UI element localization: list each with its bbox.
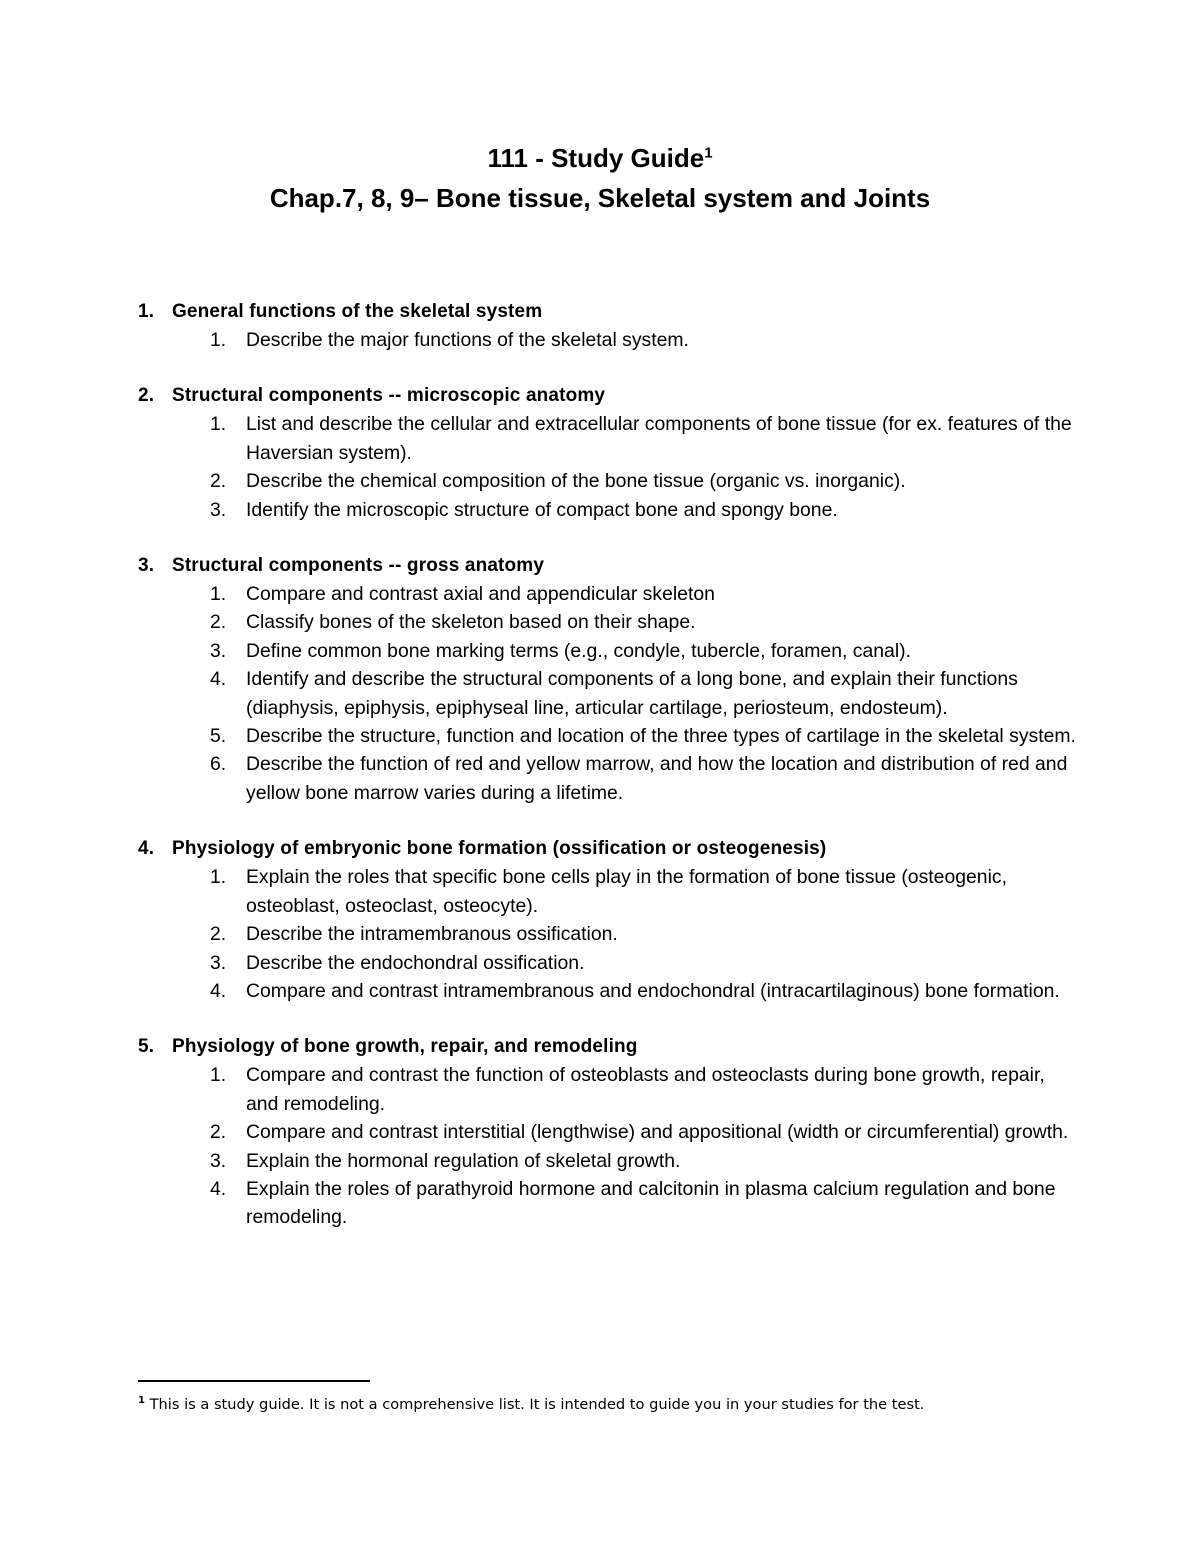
item-text: Explain the roles that specific bone cells play in the formation of bone tissue (osteogenic, osteoblast, osteoclast, osteocyte). xyxy=(246,866,1007,917)
section-heading xyxy=(138,835,1078,863)
list-item xyxy=(210,580,1078,608)
item-text: Describe the endochondral ossification. xyxy=(246,951,585,974)
section-title: Structural components -- microscopic anatomy xyxy=(172,385,606,407)
item-number: 1. xyxy=(210,1064,227,1087)
list-item xyxy=(210,637,1078,665)
item-number: 6. xyxy=(210,753,227,776)
item-text: Define common bone marking terms (e.g., condyle, tubercle, foramen, canal). xyxy=(246,639,911,662)
item-text: Describe the function of red and yellow marrow, and how the location and distribution of red and yellow bone marrow varies during a lifetime. xyxy=(246,753,1068,804)
section-heading xyxy=(138,382,1078,410)
section-number: 4. xyxy=(138,838,155,860)
footnote-marker: 1 xyxy=(138,1395,145,1406)
section-title: General functions of the skeletal system xyxy=(172,301,543,322)
item-number: 3. xyxy=(210,639,227,662)
section-list xyxy=(138,298,1078,1260)
item-text: Classify bones of the skeleton based on their shape. xyxy=(246,611,696,634)
item-number: 3. xyxy=(210,498,227,521)
item-text: Describe the major functions of the skeletal system. xyxy=(246,329,689,351)
item-number: 2. xyxy=(210,611,227,634)
item-list xyxy=(210,410,1078,524)
list-item xyxy=(210,1061,1078,1118)
item-number: 4. xyxy=(210,668,227,691)
item-text: Explain the roles of parathyroid hormone and calcitonin in plasma calcium regulation and bone remodeling. xyxy=(246,1177,1056,1229)
list-item xyxy=(210,863,1078,920)
item-number: 1. xyxy=(210,583,227,606)
section-title: Physiology of embryonic bone formation (ossification or osteogenesis) xyxy=(172,838,827,860)
item-number: 3. xyxy=(210,951,227,974)
section-number: 3. xyxy=(138,555,155,577)
item-number: 4. xyxy=(210,979,227,1002)
section-heading xyxy=(138,552,1078,580)
item-text: Describe the structure, function and location of the three types of cartilage in the skeletal system. xyxy=(246,725,1076,748)
item-number: 1. xyxy=(210,866,227,889)
list-item xyxy=(210,722,1078,750)
footnote-separator xyxy=(138,1380,370,1382)
list-item xyxy=(210,496,1078,524)
section-gross-anatomy xyxy=(138,552,1078,807)
list-item xyxy=(210,977,1078,1005)
list-item xyxy=(210,920,1078,948)
list-item xyxy=(210,608,1078,636)
section-bone-growth xyxy=(138,1033,1078,1231)
section-heading xyxy=(138,298,1078,326)
section-number: 1. xyxy=(138,301,155,322)
list-item xyxy=(210,949,1078,977)
list-item xyxy=(210,1118,1078,1146)
item-number: 2. xyxy=(210,470,227,493)
item-text: Identify and describe the structural components of a long bone, and explain their functions (diaphysis, epiphysis, epiphyseal line, articular cartilage, periosteum, endosteum). xyxy=(246,668,1018,719)
item-list xyxy=(210,863,1078,1005)
item-text: List and describe the cellular and extracellular components of bone tissue (for ex. features of the Haversian system). xyxy=(246,413,1072,464)
section-number: 5. xyxy=(138,1036,155,1058)
item-text: Compare and contrast axial and appendicular skeleton xyxy=(246,583,715,606)
item-text: Compare and contrast intramembranous and endochondral (intracartilaginous) bone formation. xyxy=(246,979,1060,1002)
list-item xyxy=(210,1175,1078,1232)
list-item xyxy=(210,326,1078,354)
section-title: Structural components -- gross anatomy xyxy=(172,555,545,577)
item-number: 5. xyxy=(210,725,227,748)
item-text: Describe the chemical composition of the bone tissue (organic vs. inorganic). xyxy=(246,470,906,493)
item-list xyxy=(210,580,1078,807)
section-number: 2. xyxy=(138,385,155,407)
list-item xyxy=(210,410,1078,467)
item-number: 4. xyxy=(210,1177,227,1200)
title-text: 111 - Study Guide xyxy=(487,143,705,173)
section-embryonic-bone-formation xyxy=(138,835,1078,1005)
footnote xyxy=(138,1390,924,1416)
footnote-text: This is a study guide. It is not a comprehensive list. It is intended to guide you in your studies for the test. xyxy=(144,1395,925,1413)
footnote-reference[interactable]: 1 xyxy=(704,144,713,162)
page-subtitle: Chap.7, 8, 9– Bone tissue, Skeletal system and Joints xyxy=(269,183,931,213)
list-item xyxy=(210,467,1078,495)
item-number: 1. xyxy=(210,413,227,436)
item-list xyxy=(210,326,1078,354)
item-text: Compare and contrast interstitial (lengthwise) and appositional (width or circumferential) growth. xyxy=(246,1121,1069,1144)
item-text: Compare and contrast the function of osteoblasts and osteoclasts during bone growth, repair, and remodeling. xyxy=(246,1064,1045,1115)
title-block xyxy=(0,138,1200,218)
list-item xyxy=(210,1147,1078,1175)
list-item xyxy=(210,750,1078,807)
item-number: 1. xyxy=(210,329,227,351)
item-number: 2. xyxy=(210,1121,227,1144)
item-text: Explain the hormonal regulation of skeletal growth. xyxy=(246,1149,681,1172)
item-list xyxy=(210,1061,1078,1231)
section-title: Physiology of bone growth, repair, and remodeling xyxy=(172,1036,638,1058)
item-text: Identify the microscopic structure of compact bone and spongy bone. xyxy=(246,498,838,521)
item-text: Describe the intramembranous ossification. xyxy=(246,923,618,946)
list-item xyxy=(210,665,1078,722)
item-number: 3. xyxy=(210,1149,227,1172)
section-heading xyxy=(138,1033,1078,1061)
section-general-functions xyxy=(138,298,1078,354)
item-number: 2. xyxy=(210,923,227,946)
section-microscopic-anatomy xyxy=(138,382,1078,524)
page-title xyxy=(0,138,1200,178)
